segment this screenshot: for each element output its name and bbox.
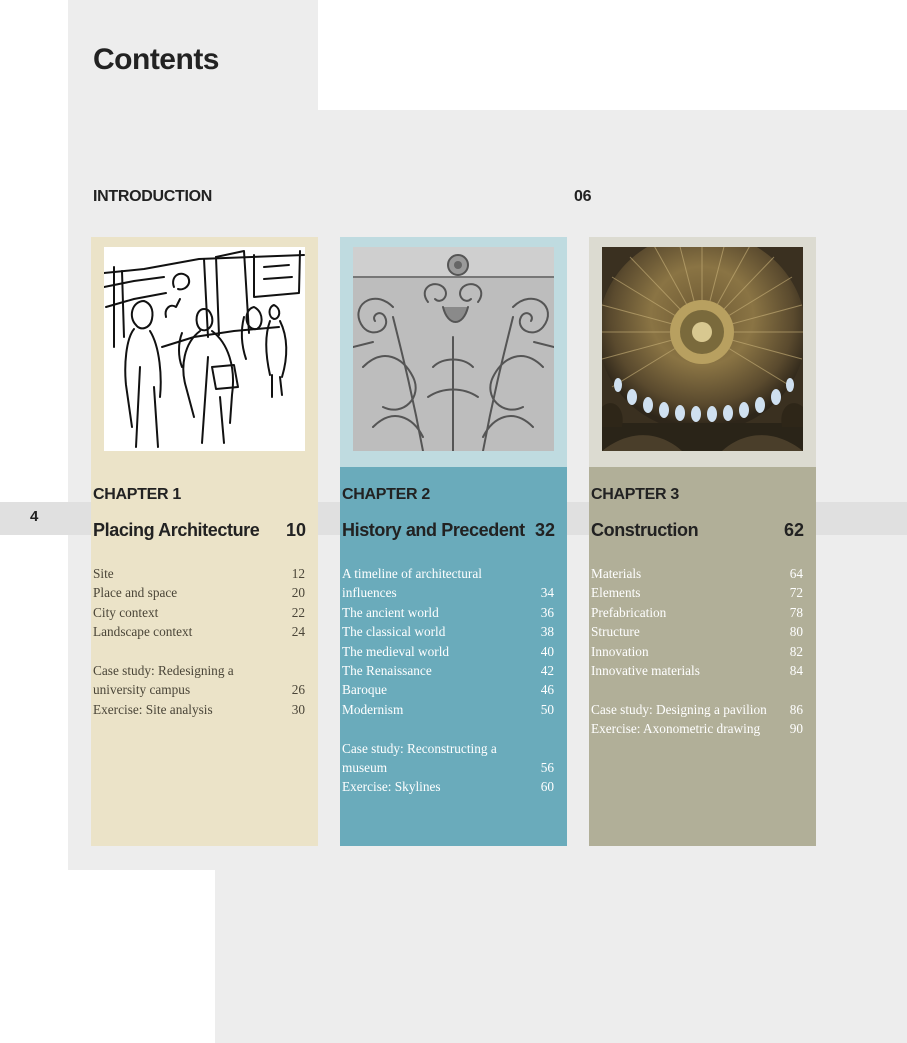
- toc-item-page: 36: [540, 604, 554, 620]
- toc-item[interactable]: [93, 661, 305, 700]
- toc-item-page: 12: [291, 566, 305, 581]
- toc-item-text: Modernism: [342, 701, 404, 717]
- page-number: 4: [30, 508, 39, 525]
- chapter-2-image-area: [340, 237, 567, 467]
- introduction-page-number: 06: [574, 188, 592, 205]
- toc-item-page: 34: [540, 585, 554, 601]
- toc-item[interactable]: [591, 700, 803, 719]
- toc-item[interactable]: [591, 719, 803, 738]
- toc-item-page: 60: [540, 779, 554, 795]
- toc-item[interactable]: [93, 583, 305, 602]
- toc-item-text: Place and space: [93, 585, 178, 601]
- toc-item[interactable]: [93, 622, 305, 641]
- toc-item-page: 38: [540, 624, 554, 640]
- toc-item-text: Baroque: [342, 682, 388, 698]
- toc-item-text: Case study: Redesigning a university campus: [93, 663, 234, 698]
- toc-item-text: The classical world: [342, 624, 446, 640]
- chapter-2-title[interactable]: History and Precedent: [342, 520, 525, 540]
- chapter-1-toc: [93, 564, 305, 719]
- toc-item-page: 80: [789, 624, 803, 640]
- page-title: Contents: [93, 43, 219, 76]
- chapter-2-column: [340, 237, 567, 846]
- toc-item[interactable]: [342, 564, 554, 603]
- toc-item-text: Prefabrication: [591, 604, 667, 620]
- toc-item-text: Materials: [591, 566, 642, 581]
- toc-item-text: Case study: Reconstructing a museum: [342, 740, 497, 776]
- toc-item-page: 64: [789, 566, 803, 581]
- toc-item-text: Exercise: Axonometric drawing: [591, 721, 761, 737]
- toc-item-text: Exercise: Skylines: [342, 779, 441, 795]
- toc-spacer: [342, 719, 554, 738]
- street-sketch-illustration: [104, 247, 305, 451]
- toc-item[interactable]: [591, 564, 803, 583]
- toc-item-text: Landscape context: [93, 624, 193, 640]
- toc-item[interactable]: [342, 680, 554, 699]
- chapter-2-toc: [342, 564, 554, 797]
- toc-item-page: 26: [291, 682, 305, 698]
- corinthian-capital-drawing: [353, 247, 554, 451]
- toc-item[interactable]: [342, 739, 554, 778]
- toc-item[interactable]: [591, 622, 803, 641]
- toc-item[interactable]: [591, 661, 803, 680]
- toc-item-text: The ancient world: [342, 604, 439, 620]
- toc-item-page: 40: [540, 643, 554, 659]
- toc-item-page: 84: [789, 663, 803, 679]
- toc-item-page: 72: [789, 585, 803, 601]
- toc-item-page: 20: [291, 585, 305, 601]
- chapter-1-title[interactable]: Placing Architecture: [93, 520, 260, 540]
- chapter-3-label: CHAPTER 3: [591, 486, 679, 503]
- toc-item[interactable]: [342, 603, 554, 622]
- toc-spacer: [591, 680, 803, 699]
- chapter-1-page-number: 10: [285, 520, 306, 540]
- toc-item[interactable]: [342, 700, 554, 719]
- toc-item-text: The medieval world: [342, 643, 450, 659]
- toc-item-page: 50: [540, 701, 554, 717]
- chapter-1-image-area: [91, 237, 318, 467]
- chapter-1-column: [91, 237, 318, 846]
- chapter-3-title[interactable]: Construction: [591, 520, 699, 540]
- chapter-1-label: CHAPTER 1: [93, 486, 181, 503]
- chapter-3-toc: [591, 564, 803, 739]
- toc-item[interactable]: [342, 777, 554, 796]
- toc-item[interactable]: [591, 603, 803, 622]
- page-background-bottom: [215, 870, 907, 1043]
- chapter-3-image-area: [589, 237, 816, 467]
- introduction-label[interactable]: INTRODUCTION: [93, 188, 213, 205]
- toc-item-text: Innovative materials: [591, 663, 700, 679]
- toc-item[interactable]: [93, 564, 305, 583]
- toc-item-page: 42: [540, 663, 554, 679]
- toc-item[interactable]: [342, 661, 554, 680]
- toc-item-page: 56: [540, 760, 554, 776]
- toc-item[interactable]: [93, 603, 305, 622]
- chapter-2-label: CHAPTER 2: [342, 486, 430, 503]
- chapter-2-page-number: 32: [534, 520, 555, 540]
- toc-item-page: 30: [291, 701, 305, 717]
- toc-item[interactable]: [93, 700, 305, 719]
- toc-item[interactable]: [342, 622, 554, 641]
- chapter-3-page-number: 62: [783, 520, 804, 540]
- toc-item-text: The Renaissance: [342, 663, 432, 679]
- toc-item-text: Innovation: [591, 643, 649, 659]
- toc-item-text: Structure: [591, 624, 640, 640]
- dome-interior-photo: [602, 247, 803, 451]
- toc-item-page: 46: [540, 682, 554, 698]
- toc-item-page: 90: [789, 721, 803, 737]
- toc-item-page: 82: [789, 643, 803, 659]
- toc-item-text: Elements: [591, 585, 641, 601]
- toc-item-text: Exercise: Site analysis: [93, 701, 213, 717]
- toc-item-text: A timeline of architectural influences: [342, 566, 482, 601]
- toc-item-text: City context: [93, 604, 159, 620]
- toc-item-page: 22: [291, 604, 305, 620]
- toc-item[interactable]: [591, 583, 803, 602]
- toc-item-page: 24: [291, 624, 305, 640]
- toc-item-page: 78: [789, 604, 803, 620]
- toc-item-text: Site: [93, 566, 114, 581]
- toc-item-text: Case study: Designing a pavilion: [591, 701, 767, 717]
- toc-spacer: [93, 642, 305, 661]
- toc-item[interactable]: [342, 642, 554, 661]
- toc-item-page: 86: [789, 701, 803, 717]
- toc-item[interactable]: [591, 642, 803, 661]
- chapter-3-column: [589, 237, 816, 846]
